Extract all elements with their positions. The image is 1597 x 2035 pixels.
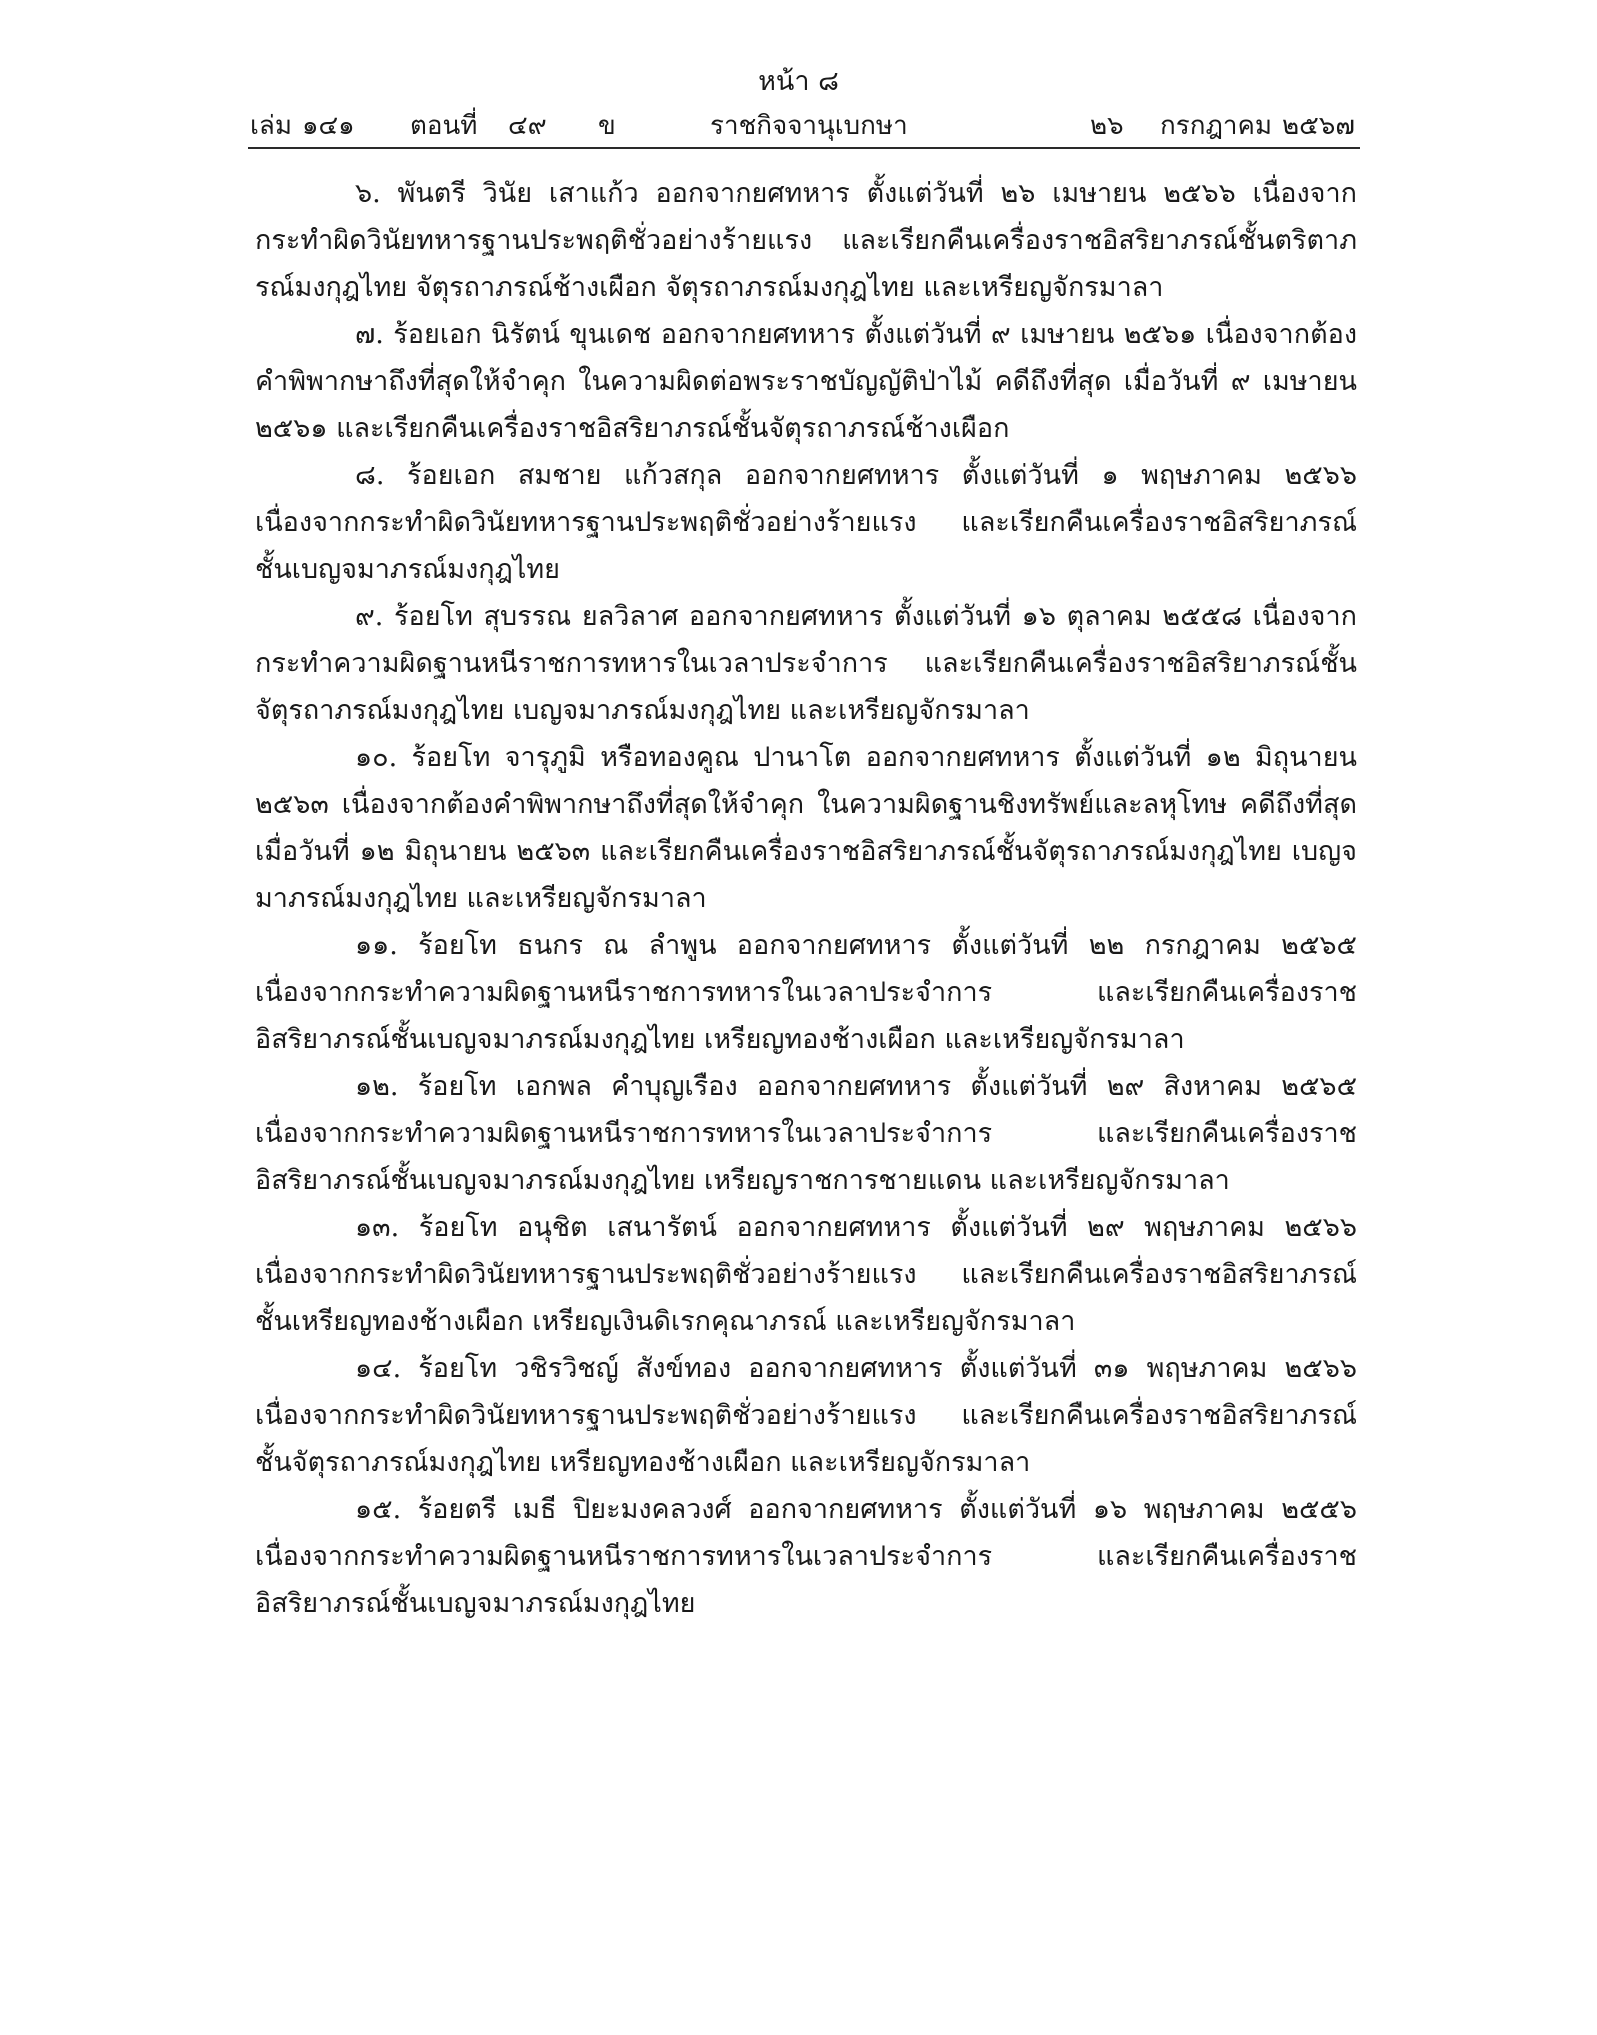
paragraph-item-13: ๑๓. ร้อยโท อนุชิต เสนารัตน์ ออกจากยศทหาร ตั้งแต่วันที่ ๒๙ พฤษภาคม ๒๕๖๖ เนื่องจากกระทำผิดวินัยทหารฐานประพฤติชั่วอย่างร้ายแรง และเรียกคืนเครื่องราชอิสริยาภรณ์ชั้นเหรียญทองช้างเผือก เหรียญเงินดิเรกคุณาภรณ์ และเหรียญจักรมาลา xyxy=(255,1212,1357,1337)
gazette-header xyxy=(250,108,1360,146)
gazette-title: ราชกิจจานุเบกษา xyxy=(710,111,908,141)
date-day: ๒๖ xyxy=(1090,111,1124,141)
page-number: หน้า ๘ xyxy=(758,66,839,97)
volume-number: ๑๔๑ xyxy=(302,111,355,141)
document-body xyxy=(255,170,1357,1627)
paragraph-item-8: ๘. ร้อยเอก สมชาย แก้วสกุล ออกจากยศทหาร ตั้งแต่วันที่ ๑ พฤษภาคม ๒๕๖๖ เนื่องจากกระทำผิดวินัยทหารฐานประพฤติชั่วอย่างร้ายแรง และเรียกคืนเครื่องราชอิสริยาภรณ์ชั้นเบญจมาภรณ์มงกุฎไทย xyxy=(255,460,1357,585)
section-label: ตอนที่ xyxy=(410,111,478,141)
paragraph-item-10: ๑๐. ร้อยโท จารุภูมิ หรือทองคูณ ปานาโต ออกจากยศทหาร ตั้งแต่วันที่ ๑๒ มิถุนายน ๒๕๖๓ เนื่องจากต้องคำพิพากษาถึงที่สุดให้จำคุก ในความผิดฐานชิงทรัพย์และลหุโทษ คดีถึงที่สุด เมื่อวันที่ ๑๒ มิถุนายน ๒๕๖๓ และเรียกคืนเครื่องราชอิสริยาภรณ์ชั้นจัตุรถาภรณ์มงกุฎไทย เบญจมาภรณ์มงกุฎไทย และเหรียญจักรมาลา xyxy=(255,742,1357,914)
header-divider xyxy=(248,147,1360,149)
date-year: ๒๕๖๗ xyxy=(1282,111,1355,141)
date-month: กรกฎาคม xyxy=(1160,111,1273,141)
paragraph-item-9: ๙. ร้อยโท สุบรรณ ยลวิลาศ ออกจากยศทหาร ตั้งแต่วันที่ ๑๖ ตุลาคม ๒๕๕๘ เนื่องจากกระทำความผิดฐานหนีราชการทหารในเวลาประจำการ และเรียกคืนเครื่องราชอิสริยาภรณ์ชั้นจัตุรถาภรณ์มงกุฎไทย เบญจมาภรณ์มงกุฎไทย และเหรียญจักรมาลา xyxy=(255,601,1357,726)
volume-label: เล่ม xyxy=(250,111,292,141)
paragraph-item-15: ๑๕. ร้อยตรี เมธี ปิยะมงคลวงศ์ ออกจากยศทหาร ตั้งแต่วันที่ ๑๖ พฤษภาคม ๒๕๕๖ เนื่องจากกระทำความผิดฐานหนีราชการทหารในเวลาประจำการ และเรียกคืนเครื่องราชอิสริยาภรณ์ชั้นเบญจมาภรณ์มงกุฎไทย xyxy=(255,1494,1357,1619)
paragraph-item-11: ๑๑. ร้อยโท ธนกร ณ ลำพูน ออกจากยศทหาร ตั้งแต่วันที่ ๒๒ กรกฎาคม ๒๕๖๕ เนื่องจากกระทำความผิดฐานหนีราชการทหารในเวลาประจำการ และเรียกคืนเครื่องราชอิสริยาภรณ์ชั้นเบญจมาภรณ์มงกุฎไทย เหรียญทองช้างเผือก และเหรียญจักรมาลา xyxy=(255,930,1357,1055)
paragraph-item-7: ๗. ร้อยเอก นิรัตน์ ขุนเดช ออกจากยศทหาร ตั้งแต่วันที่ ๙ เมษายน ๒๕๖๑ เนื่องจากต้องคำพิพากษาถึงที่สุดให้จำคุก ในความผิดต่อพระราชบัญญัติป่าไม้ คดีถึงที่สุด เมื่อวันที่ ๙ เมษายน ๒๕๖๑ และเรียกคืนเครื่องราชอิสริยาภรณ์ชั้นจัตุรถาภรณ์ช้างเผือก xyxy=(255,319,1357,444)
paragraph-item-14: ๑๔. ร้อยโท วชิรวิชญ์ สังข์ทอง ออกจากยศทหาร ตั้งแต่วันที่ ๓๑ พฤษภาคม ๒๕๖๖ เนื่องจากกระทำผิดวินัยทหารฐานประพฤติชั่วอย่างร้ายแรง และเรียกคืนเครื่องราชอิสริยาภรณ์ชั้นจัตุรถาภรณ์มงกุฎไทย เหรียญทองช้างเผือก และเหรียญจักรมาลา xyxy=(255,1353,1357,1478)
section-number: ๔๙ xyxy=(508,111,547,141)
section-type: ข xyxy=(598,111,616,141)
paragraph-item-6: ๖. พันตรี วินัย เสาแก้ว ออกจากยศทหาร ตั้งแต่วันที่ ๒๖ เมษายน ๒๕๖๖ เนื่องจากกระทำผิดวินัยทหารฐานประพฤติชั่วอย่างร้ายแรง และเรียกคืนเครื่องราชอิสริยาภรณ์ชั้นตริตาภรณ์มงกุฎไทย จัตุรถาภรณ์ช้างเผือก จัตุรถาภรณ์มงกุฎไทย และเหรียญจักรมาลา xyxy=(255,178,1357,303)
paragraph-item-12: ๑๒. ร้อยโท เอกพล คำบุญเรือง ออกจากยศทหาร ตั้งแต่วันที่ ๒๙ สิงหาคม ๒๕๖๕ เนื่องจากกระทำความผิดฐานหนีราชการทหารในเวลาประจำการ และเรียกคืนเครื่องราชอิสริยาภรณ์ชั้นเบญจมาภรณ์มงกุฎไทย เหรียญราชการชายแดน และเหรียญจักรมาลา xyxy=(255,1071,1357,1196)
